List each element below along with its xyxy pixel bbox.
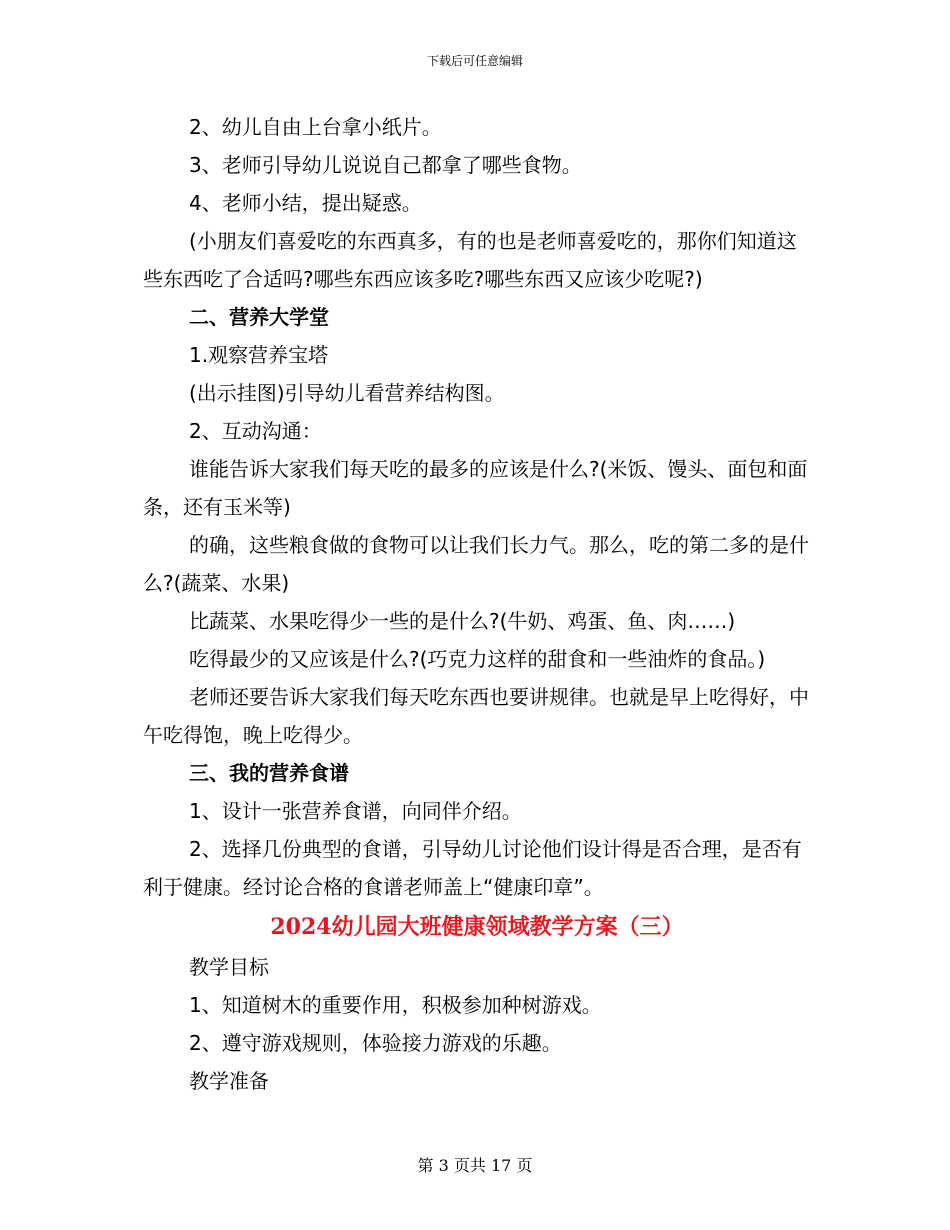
paragraph-show-chart: (出示挂图)引导幼儿看营养结构图。 xyxy=(189,381,505,405)
heading-my-recipe: 三、我的营养食谱 xyxy=(189,761,349,785)
paragraph-question: (小朋友们喜爱吃的东西真多，有的也是老师喜爱吃的，那你们知道这些东西吃了合适吗?哪些东西应该多吃?哪些东西又应该少吃呢?) xyxy=(143,229,797,291)
paragraph-teaching-goals: 教学目标 xyxy=(189,955,269,979)
paragraph-second-most: 的确，这些粮食做的食物可以让我们长力气。那么，吃的第二多的是什么?(蔬菜、水果) xyxy=(143,533,809,595)
document-body xyxy=(143,108,811,1100)
paragraph-observe-pagoda: 1.观察营养宝塔 xyxy=(189,343,329,367)
paragraph-teaching-prep: 教学准备 xyxy=(189,1069,269,1093)
paragraph-least-eaten: 吃得最少的又应该是什么?(巧克力这样的甜食和一些油炸的食品。) xyxy=(189,647,766,671)
page-footer: 第 3 页共 17 页 xyxy=(417,1156,533,1175)
paragraph-less-eaten: 比蔬菜、水果吃得少一些的是什么?(牛奶、鸡蛋、鱼、肉……) xyxy=(189,609,736,633)
heading-nutrition-class: 二、营养大学堂 xyxy=(189,305,329,329)
section-title: 2024幼儿园大班健康领域教学方案（三） xyxy=(270,914,684,940)
paragraph-step-2: 2、幼儿自由上台拿小纸片。 xyxy=(189,115,442,139)
paragraph-goal-2: 2、遵守游戏规则，体验接力游戏的乐趣。 xyxy=(189,1031,562,1055)
paragraph-design-recipe: 1、设计一张营养食谱，向同伴介绍。 xyxy=(189,799,522,823)
paragraph-interaction: 2、互动沟通： xyxy=(189,419,322,443)
paragraph-goal-1: 1、知道树木的重要作用，积极参加种树游戏。 xyxy=(189,993,602,1017)
page-header: 下载后可任意编辑 xyxy=(426,54,523,68)
paragraph-most-eaten: 谁能告诉大家我们每天吃的最多的应该是什么?(米饭、馒头、面包和面条，还有玉米等) xyxy=(143,457,808,519)
paragraph-step-4: 4、老师小结，提出疑惑。 xyxy=(189,191,422,215)
paragraph-eating-rules: 老师还要告诉大家我们每天吃东西也要讲规律。也就是早上吃得好，中午吃得饱，晚上吃得少。 xyxy=(143,685,809,747)
paragraph-step-3: 3、老师引导幼儿说说自己都拿了哪些食物。 xyxy=(189,153,582,177)
paragraph-discuss-recipe: 2、选择几份典型的食谱，引导幼儿讨论他们设计得是否合理，是否有利于健康。经讨论合格的食谱老师盖上“健康印章”。 xyxy=(143,837,802,899)
